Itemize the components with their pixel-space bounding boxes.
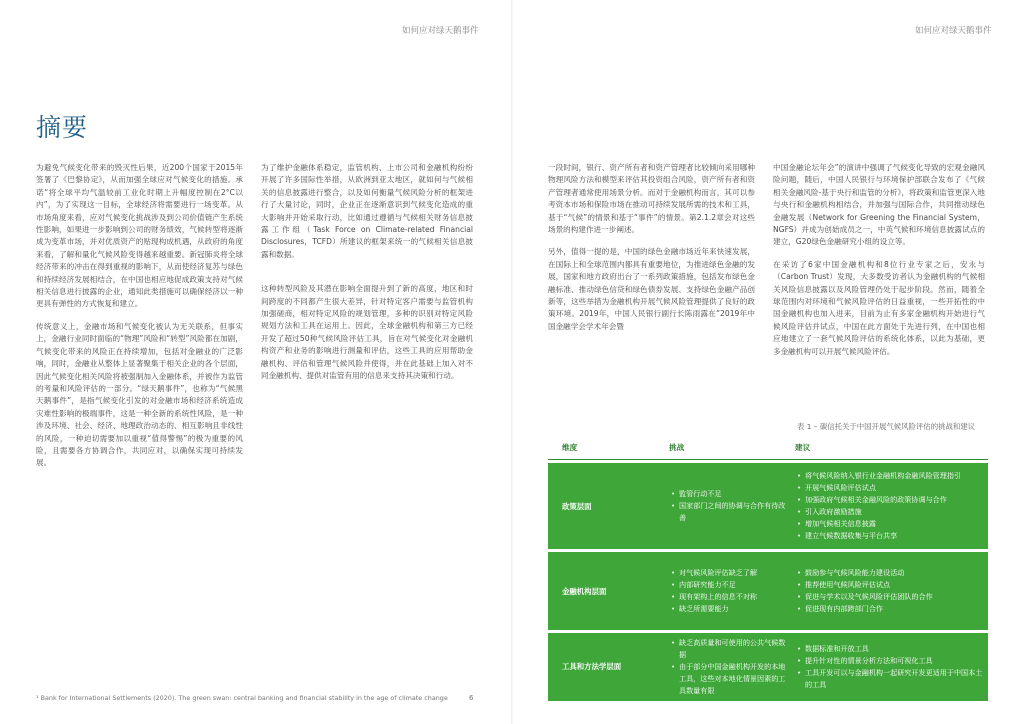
list-item: • 将气候风险纳入银行业金融机构金融风险管理指引: [795, 470, 984, 482]
page-title: 摘要: [36, 113, 89, 142]
paragraph: 中国金融论坛年会”的演讲中强调了气候变化导致的宏观金融风险问题，随后，中国人民银行与环境保护部联合发布了《气候相关金融风险-基于央行和监管的分析》，将政策和监管更深入地与央行和金融机构相结合，并加强与国际合作，共同推动绿色金融发展（Network for Greening the Financial System，NGFS）并成为创始成员之一，中英气候和环境信息披露试点的建立，G20绿色金融研究小组的设立等。: [773, 163, 985, 247]
paragraph: 为避免气候变化带来的毁灭性后果，近200个国家于2015年签署了《巴黎协定》，从而加强全球应对气候变化的措施。承诺“将全球平均气温较前工业化时期上升幅度控制在2°C以内”，为了实现这一目标，全球经济将需要进行一场变革。从市场角度来看，应对气候变化挑战涉及到公司价值链产生系统性影响，如果进一步影响到公司的财务绩效，气候转型将逐渐成为变革市场，并对优质资产的贴现构成机遇，从政府的角度来看，了解和量化气候风险变得越来越重要。新冠肺炎将全球经济带来的冲击在得到重视的影响下，从而使经济复苏与绿色和持续经济发展相结合，在中国也相应地促成政策支持对气候相关信息进行披露的企业，通知此类措施可以确保经济以一种更具有弹性的方式恢复和建立。: [36, 163, 243, 309]
left-text-column-1: [36, 162, 243, 480]
left-text-column-2: [261, 162, 473, 393]
right-text-column-2: [773, 162, 985, 368]
list-item: • 国家部门之间的协调与合作有待改善: [669, 500, 787, 524]
paragraph: 一段时间，银行、资产所有者和资产管理者比较倾向采用哪种物理风险方法和模型来评估其投资组合风险，资产所有者和资产管理者通常使用场景分析。而对于金融机构而言，其可以参考资本市场和保险市场在推动可持续发展所需的技术和工具，基于“气候”的情景和基于“事件”的情景。第2.1.2章会对这些场景的构建作进一步阐述。: [548, 163, 755, 235]
list-item: • 提升针对性的情景分析方法和可视化工具: [795, 655, 984, 667]
paragraph: 传统意义上，金融市场和气候变化被认为无关联系，但事实上，金融行业同时面临的“物理”风险和“转型”风险都在加剧，气候变化带来的风险正在持续增加，包括对金融业的广泛影响，同时，金融业从整体上显著聚集于相关企业的各个层面，因此气候变化相关风险将被强制加入金融体系，并被作为监管的考量和风险评估的一部分。“绿天鹅事件”，也称为“气候黑天鹅事件”，是指气候变化引发的对金融市场和经济系统造成灾难性影响的极端事件，这是一种全新的系统性风险，是一种涉及环境、社会、经济、地理政治动态的、相互影响且非线性的风险，一种迫切需要加以重视“值得警惕”的极为重要的风险，且需要各方协调合作，共同应对，以确保实现可持续发展。: [36, 321, 243, 468]
table-caption: 表 1 – 碳信托关于中国开展气候风险评估的挑战和建议: [797, 422, 976, 431]
header-challenges: 挑战: [665, 436, 791, 460]
page-number-left: 6: [469, 694, 474, 702]
row-suggestions: [791, 552, 988, 630]
list-item: • 增加气候相关信息披露: [795, 518, 984, 530]
table-header-row: [548, 436, 988, 460]
list-item: • 引入政府激励措施: [795, 506, 984, 518]
list-item: • 促进与学术以及气候风险评估团队的合作: [795, 591, 984, 603]
paragraph: 在采访了6家中国金融机构和8位行业专家之后，安永与（Carbon Trust）发现，大多数受访者认为金融机构的气候相关风险信息披露以及风险管理仍处于起步阶段。然而，随着全球范围内对环境和气候风险评估的日益重视，一些开拓性的中国金融机构也加入进来，目前为止有多家金融机构开始进行气候风险评估并试点，中国在此方面处于先进行列，在中国也相应地建立了一套气候风险评估的系统化体系，以此为基础，更多金融机构可以开展气候风险评估。: [773, 259, 985, 356]
list-item: • 内部研究能力不足: [669, 579, 787, 591]
header-suggestions: 建议: [791, 436, 988, 460]
row-suggestions: [791, 463, 988, 549]
list-item: • 缺乏高质量和可使用的公共气候数据: [669, 637, 787, 661]
paragraph: 另外，值得一提的是，中国的绿色金融市场近年来快速发展，在国际上和全球范围内都具有重要地位，为推进绿色金融的发展，国家和地方政府出台了一系列政策措施，包括发布绿色金融标准、推动绿色信贷和绿色债券发展、支持绿色金融产品创新等，这些举措为金融机构开展气候风险管理提供了良好的政策环境。2019年，中国人民银行副行长陈雨露在“2019年中国金融学会学术年会暨: [548, 247, 755, 331]
row-dimension: 工具和方法学层面: [548, 633, 665, 701]
list-item: • 促进现有内部跨部门合作: [795, 603, 984, 615]
list-item: • 数据标准和开放工具: [795, 643, 984, 655]
list-item: • 对气候风险评估缺乏了解: [669, 567, 787, 579]
header-dimension: 维度: [548, 436, 665, 460]
row-challenges: [665, 463, 791, 549]
table-row: [548, 633, 988, 701]
running-title-left: 如何应对绿天鹅事件: [402, 26, 479, 36]
challenges-table: [548, 436, 988, 701]
row-challenges: [665, 633, 791, 701]
list-item: • 監管行动不足: [669, 488, 787, 500]
row-dimension: 政策层面: [548, 463, 665, 549]
page-number-right: 7: [983, 694, 988, 702]
list-item: • 建立气候数据收集与平台共享: [795, 530, 984, 542]
right-text-column-1: [548, 162, 755, 343]
row-suggestions: [791, 633, 988, 701]
row-challenges: [665, 552, 791, 630]
list-item: • 由于部分中国金融机构开发的本地工具，这些对本地化情景因素的工具数量有限: [669, 661, 787, 697]
paragraph: 这种转型风险及其潜在影响全面提升到了新的高度，地区和时间跨度的不同都产生很大差异，针对特定客户需要与监管机构加强磋商，相对特定风险的规划管理，多种的识别对特定风险规划方法和工具在运用上。因此，全球金融机构和第三方已经开发了超过50种气候风险评估工具，旨在对气候变化对金融机构资产和业务的影响进行测量和评估，这些工具的应用帮助金融机构、评估和管理气候风险并使得，并在此基础上加入对不同金融机构、提供对监管有用的信息来支持其决策和行动。: [261, 284, 473, 381]
running-title-right: 如何应对绿天鹅事件: [915, 26, 992, 36]
list-item: • 加强政府气候相关金融风险的政策协调与合作: [795, 494, 984, 506]
list-item: • 鼓励参与气候风险能力建设活动: [795, 567, 984, 579]
right-page: [512, 0, 1024, 724]
table-row: [548, 552, 988, 630]
list-item: • 开展气候风险评估试点: [795, 482, 984, 494]
list-item: • 现有架构上的信息不对称: [669, 591, 787, 603]
list-item: • 缺乏所需要能力: [669, 603, 787, 615]
paragraph: 为了维护金融体系稳定，监管机构、上市公司和金融机构纷纷开展了许多国际性举措，从欧洲到亚太地区，就如何与气候相关的信息披露进行整合，以及如何衡量气候风险分析的框架进行了大量讨论，同时，企业正在逐渐意识到气候变化造成的重大影响并开始采取行动，比如通过遵循与气候相关财务信息披露工作组（Task Force on Climate-related Financial Disclosures，TCFD）所建议的框架来统一的气候相关信息披露和数据。: [261, 163, 473, 259]
table-row: [548, 463, 988, 549]
list-item: • 推荐使用气候风险评估试点: [795, 579, 984, 591]
list-item: • 工具开发可以与金融机构一起研究开发更适用于中国本土的工具: [795, 667, 984, 691]
row-dimension: 金融机构层面: [548, 552, 665, 630]
footnote: ¹ Bank for International Settlements (2020). The green swan: central banking and financial stability in the age of climate change: [36, 694, 448, 702]
